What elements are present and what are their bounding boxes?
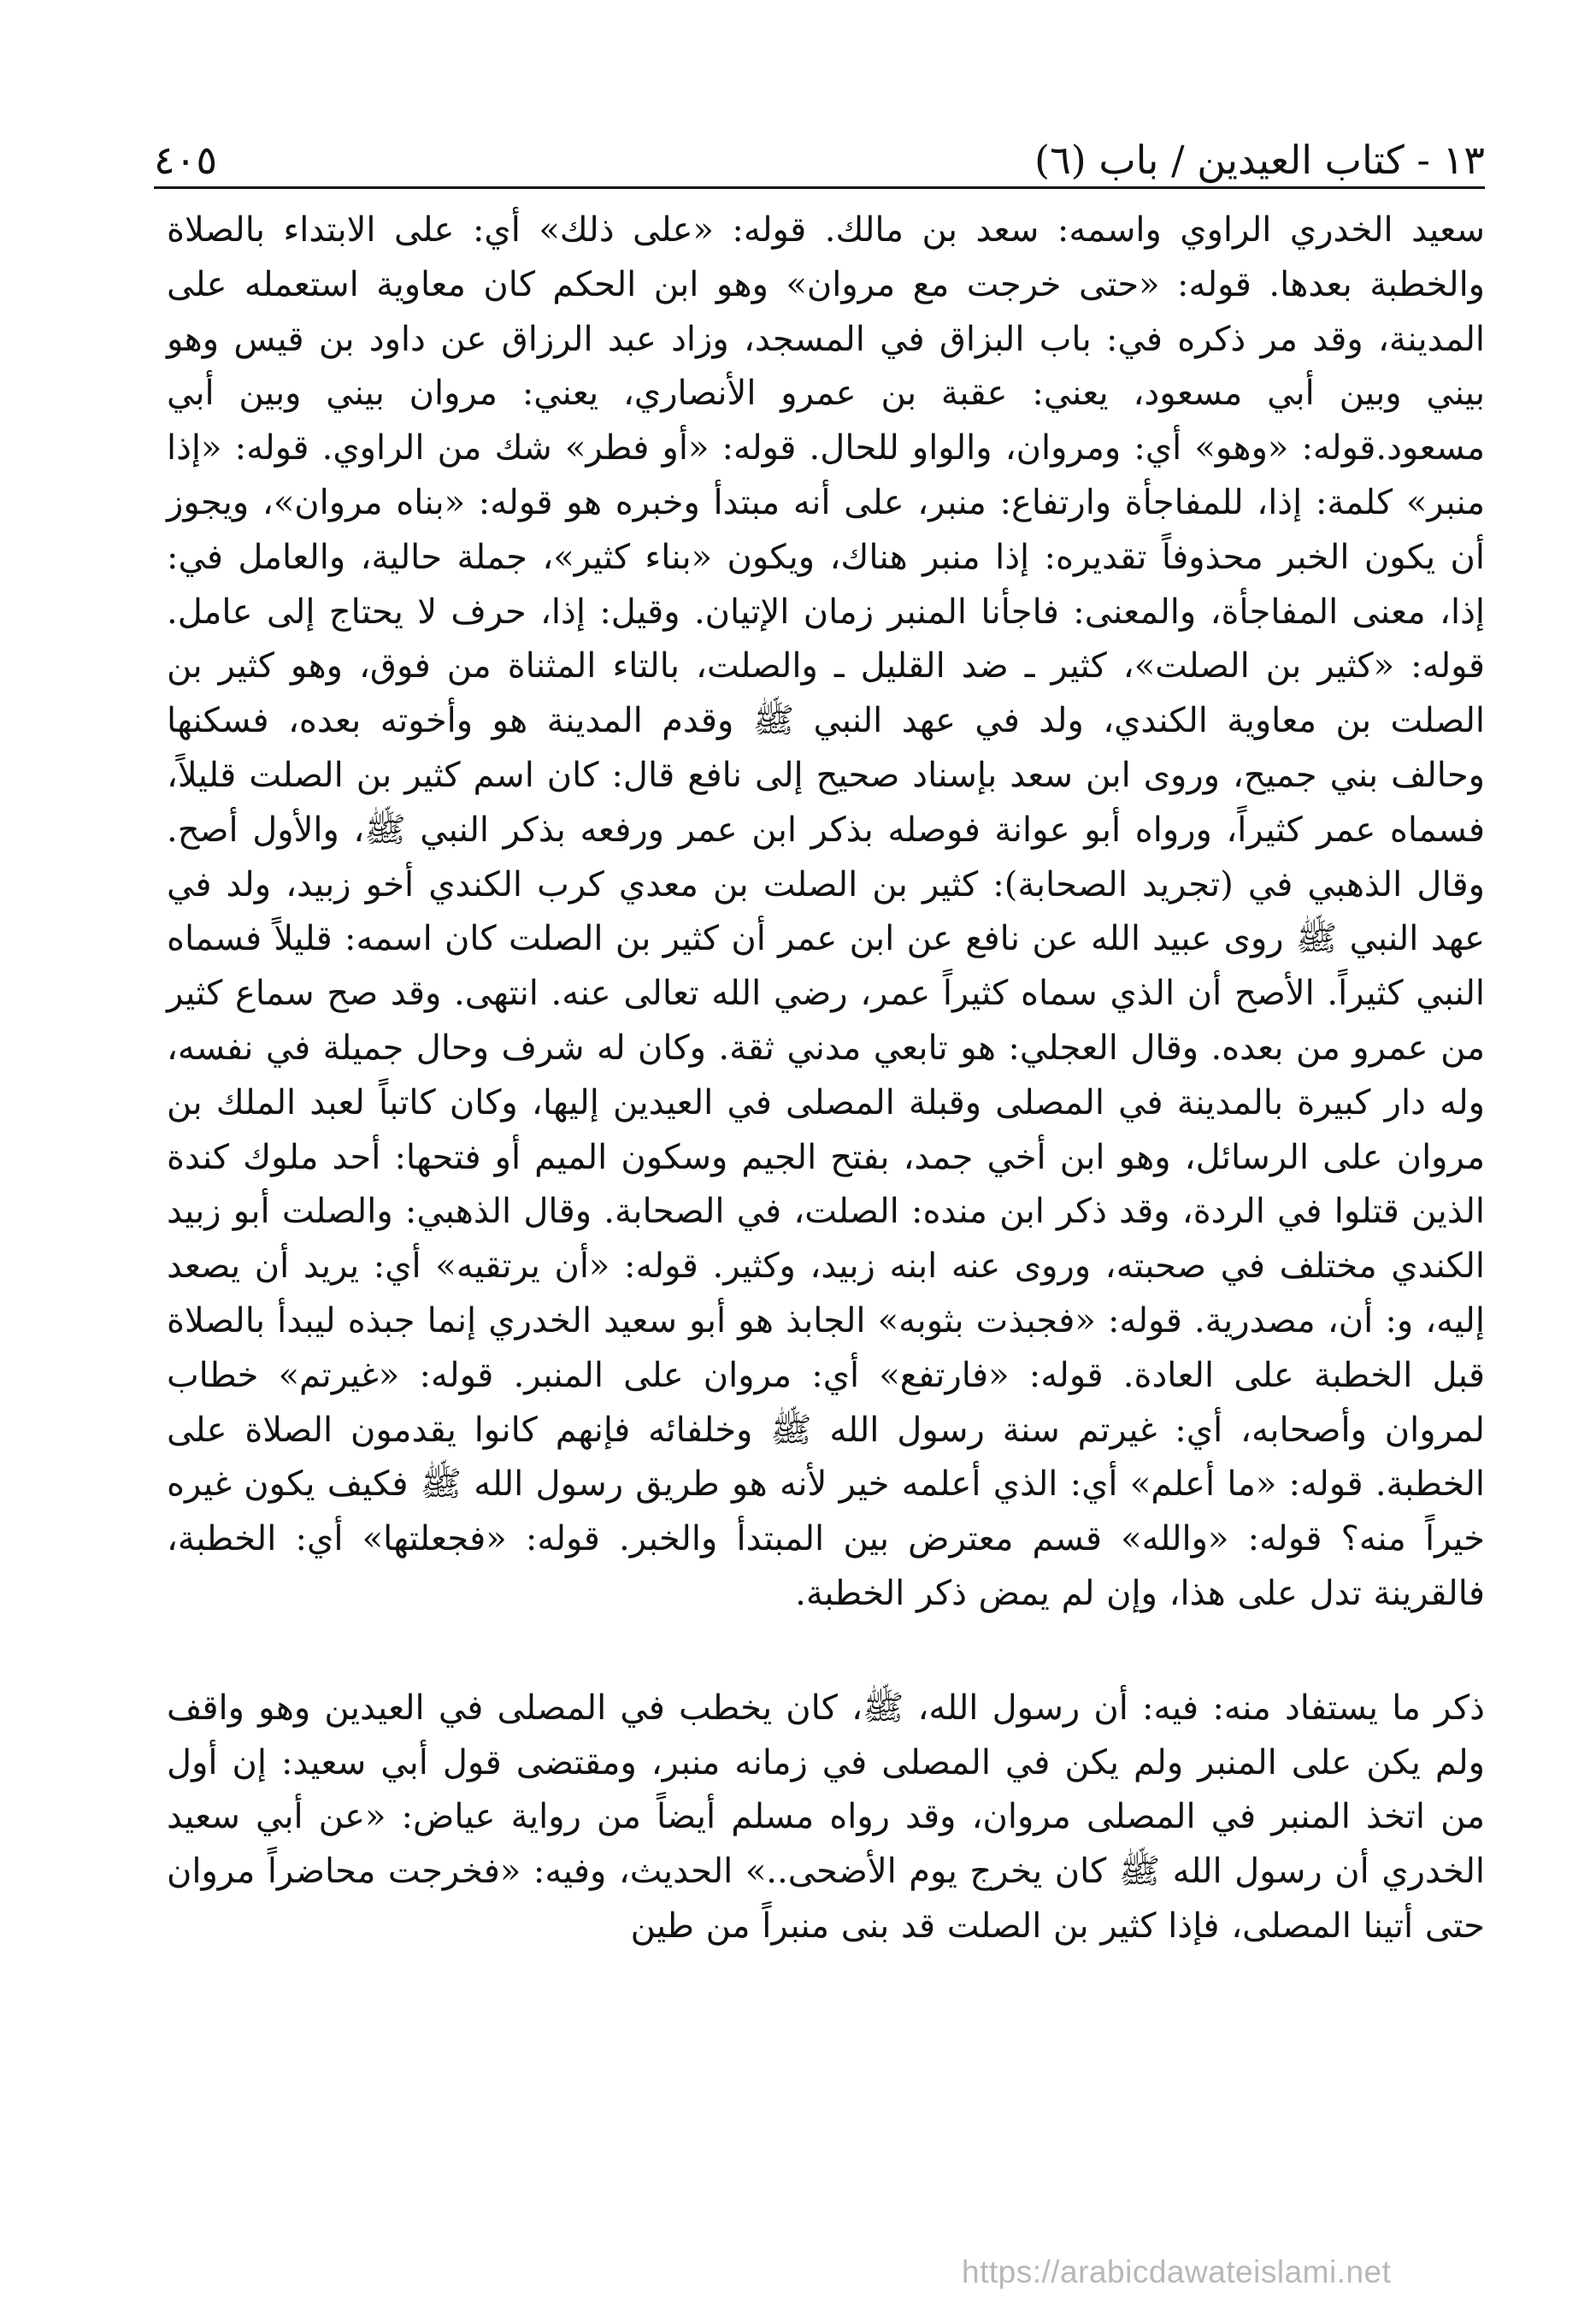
page-number: ٤٠٥ — [154, 137, 218, 183]
chapter-title: ١٣ - كتاب العيدين / باب (٦) — [1034, 137, 1485, 183]
main-text — [167, 203, 1485, 1954]
paragraph-gap — [167, 1622, 1485, 1682]
commentary-paragraph: سعيد الخدري الراوي واسمه: سعد بن مالك. قوله: «على ذلك» أي: على الابتداء بالصلاة والخطبة بعدها. قوله: «حتى خرجت مع مروان» وهو ابن الحكم كان معاوية استعمله على المدينة، وقد مر ذكره في: باب البزاق في المسجد، وزاد عبد الرزاق عن داود بن قيس وهو بيني وبين أبي مسعود، يعني: عقبة بن عمرو الأنصاري، يعني: مروان بيني وبين أبي مسعود.قوله: «وهو» أي: ومروان، والواو للحال. قوله: «أو فطر» شك من الراوي. قوله: «إذا منبر» كلمة: إذا، للمفاجأة وارتفاع: منبر، على أنه مبتدأ وخبره هو قوله: «بناه مروان»، ويجوز أن يكون الخبر محذوفاً تقديره: إذا منبر هناك، ويكون «بناء كثير»، جملة حالية، والعامل في: إذا، معنى المفاجأة، والمعنى: فاجأنا المنبر زمان الإتيان. وقيل: إذا، حرف لا يحتاج إلى عامل. قوله: «كثير بن الصلت»، كثير ـ ضد القليل ـ والصلت، بالتاء المثناة من فوق، وهو كثير بن الصلت بن معاوية الكندي، ولد في عهد النبي ﷺ وقدم المدينة هو وأخوته بعده، فسكنها وحالف بني جميح، وروى ابن سعد بإسناد صحيح إلى نافع قال: كان اسم كثير بن الصلت قليلاً، فسماه عمر كثيراً، ورواه أبو عوانة فوصله بذكر ابن عمر ورفعه بذكر النبي ﷺ، والأول أصح. وقال الذهبي في (تجريد الصحابة): كثير بن الصلت بن معدي كرب الكندي أخو زبيد، ولد في عهد النبي ﷺ روى عبيد الله عن نافع عن ابن عمر أن كثير بن الصلت كان اسمه: قليلاً فسماه النبي كثيراً. الأصح أن الذي سماه كثيراً عمر، رضي الله تعالى عنه. انتهى. وقد صح سماع كثير من عمرو من بعده. وقال العجلي: هو تابعي مدني ثقة. وكان له شرف وحال جميلة في نفسه، وله دار كبيرة بالمدينة في المصلى وقبلة المصلى في العيدين إليها، وكان كاتباً لعبد الملك بن مروان على الرسائل، وهو ابن أخي جمد، بفتح الجيم وسكون الميم أو فتحها: أحد ملوك كندة الذين قتلوا في الردة، وقد ذكر ابن منده: الصلت، في الصحابة. وقال الذهبي: والصلت أبو زبيد الكندي مختلف في صحبته، وروى عنه ابنه زبيد، وكثير. قوله: «أن يرتقيه» أي: يريد أن يصعد إليه، و: أن، مصدرية. قوله: «فجبذت بثوبه» الجابذ هو أبو سعيد الخدري إنما جبذه ليبدأ بالصلاة قبل الخطبة على العادة. قوله: «فارتفع» أي: مروان على المنبر. قوله: «غيرتم» خطاب لمروان وأصحابه، أي: غيرتم سنة رسول الله ﷺ وخلفائه فإنهم كانوا يقدمون الصلاة على الخطبة. قوله: «ما أعلم» أي: الذي أعلمه خير لأنه هو طريق رسول الله ﷺ فكيف يكون غيره خيراً منه؟ قوله: «والله» قسم معترض بين المبتدأ والخبر. قوله: «فجعلتها» أي: الخطبة، فالقرينة تدل على هذا، وإن لم يمض ذكر الخطبة. — [167, 210, 1486, 1613]
header-divider — [154, 186, 1485, 189]
watermark-url: https://arabicdawateislami.net — [962, 2254, 1392, 2289]
running-header — [154, 120, 1485, 183]
benefits-paragraph: ذكر ما يستفاد منه: فيه: أن رسول الله، ﷺ، كان يخطب في المصلى في العيدين وهو واقف ولم يكن على المنبر ولم يكن في المصلى في زمانه منبر، ومقتضى قول أبي سعيد: إن أول من اتخذ المنبر في المصلى مروان، وقد رواه مسلم أيضاً من رواية عياض: «عن أبي سعيد الخدري أن رسول الله ﷺ كان يخرج يوم الأضحى..» الحديث، وفيه: «فخرجت محاضراً مروان حتى أتينا المصلى، فإذا كثير بن الصلت قد بنى منبراً من طين — [167, 1688, 1486, 1946]
